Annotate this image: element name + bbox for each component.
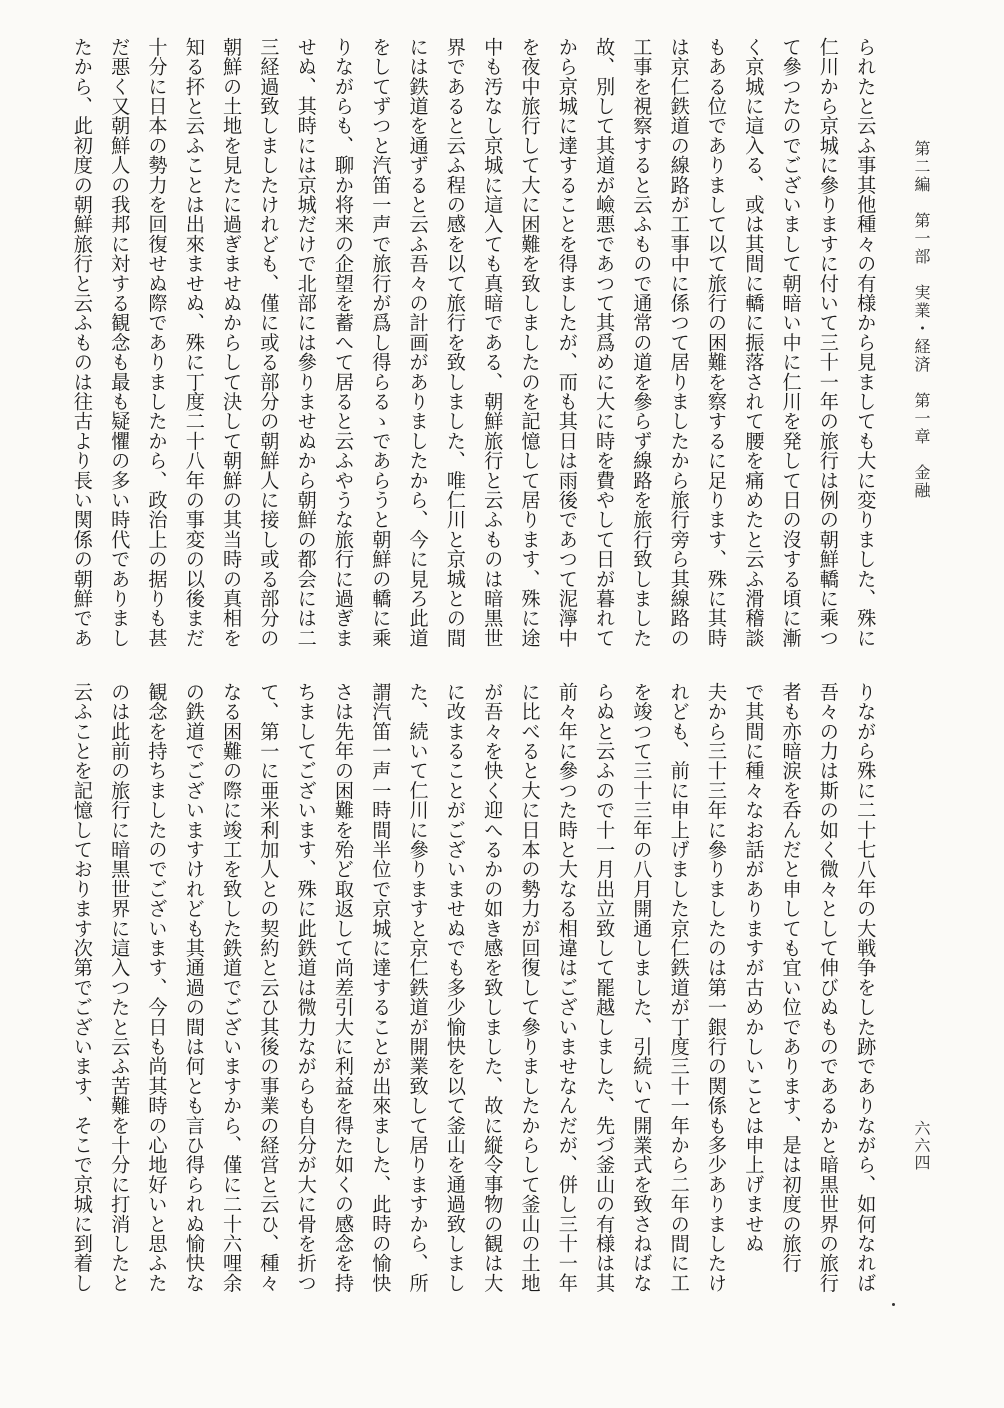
text-column: せぬ、其時には京城だけで北部には參りませぬから朝鮮の都会には二 — [294, 37, 318, 648]
text-column: 観念を持ちましたのでございます、今日も尚其時の心地好いと思ふた — [145, 682, 169, 1293]
page-number: 六六四 — [912, 1120, 931, 1171]
running-header: 第二編 第一部 実業・経済 第一章 金融 — [912, 140, 931, 500]
text-column: 吾々の力は斯の如く微々として伸びぬものであるかと暗黒世界の旅行 — [816, 682, 840, 1293]
print-dot — [892, 1303, 895, 1306]
text-column: た、続いて仁川に參りますと京仁鉄道が開業致して居りますから、所 — [406, 682, 430, 1293]
text-column: 前々年に參つた時と大なる相違はございませなんだが、併し三十一年 — [555, 682, 579, 1293]
text-column: たから、此初度の朝鮮旅行と云ふものは往古より長い関係の朝鮮であ — [70, 37, 94, 648]
text-column: りながらも、聊か将来の企望を蓄へて居ると云ふやうな旅行に過ぎま — [332, 37, 355, 648]
text-column: で其間に種々なお話がありますが古めかしいことは申上げませぬ — [742, 682, 766, 1254]
text-column: 十分に日本の勢力を回復せぬ際でありましたから、政治上の据りも甚 — [145, 37, 169, 648]
text-column: 夫から三十三年に參りましたのは第一銀行の関係も多少ありましたけ — [705, 682, 728, 1293]
text-column: 謂汽笛一声一時間半位で京城に達することが出來ました、此時の愉快 — [369, 682, 393, 1293]
text-column: 者も亦暗涙を呑んだと申しても宜い位であります、是は初度の旅行 — [779, 682, 803, 1273]
text-column: に比べると大に日本の勢力が回復して參りましたからして釜山の土地 — [518, 682, 542, 1293]
text-column: く京城に這入る、或は其間に轎に振落されて腰を痛めたと云ふ滑稽談 — [742, 37, 766, 648]
text-column: のは此前の旅行に暗黒世界に這入つたと云ふ苦難を十分に打消したと — [108, 682, 132, 1293]
text-column: らぬと云ふので十一月出立致して罷越しました、先づ釜山の有様は其 — [593, 682, 617, 1293]
text-column: 三経過致しましたけれども、僅に或る部分の朝鮮人に接し或る部分の — [257, 37, 281, 648]
text-column: 中も汚なし京城に這入ても真暗である、朝鮮旅行と云ふものは暗黒世 — [481, 37, 505, 648]
text-column: ちましてございます、殊に此鉄道は微力ながらも自分が大に骨を折つ — [294, 682, 318, 1293]
text-column: 云ふことを記憶しております次第でございます、そこで京城に到着し — [70, 682, 94, 1293]
text-column: 仁川から京城に參りますに付いて三十一年の旅行は例の朝鮮轎に乘つ — [816, 37, 840, 648]
text-column: には鉄道を通ずると云ふ吾々の計画がありましたから、今に見ろ此道 — [406, 37, 430, 648]
text-column: 界であると云ふ程の感を以て旅行を致しました、唯仁川と京城との間 — [443, 37, 467, 648]
text-column: が吾々を快く迎へるかの如き感を致しました、故に縦令事物の観は大 — [481, 682, 505, 1293]
text-column: 朝鮮の土地を見たに過ぎませぬからして決して朝鮮の其当時の真相を — [220, 37, 244, 648]
text-column: を竣つて三十三年の八月開通しました、引続いて開業式を致さねばな — [630, 682, 654, 1293]
text-column: だ悪く又朝鮮人の我邦に対する観念も最も疑懼の多い時代でありまし — [108, 37, 132, 648]
text-column: をしてずつと汽笛一声で旅行が爲し得らるゝであらうと朝鮮の轎に乘 — [369, 37, 393, 648]
text-column: 故、別して其道が嶮悪であつて其爲めに大に時を費やして日が暮れて — [593, 37, 617, 648]
text-column: 工事を視察すると云ふもので通常の道を參らず線路を旅行致しました — [630, 37, 654, 648]
text-column: 知る抔と云ふことは出來ませぬ、殊に丁度二十八年の事変の以後まだ — [182, 37, 206, 648]
text-column: の鉄道でございますけれども其通過の間は何とも言ひ得られぬ愉快な — [182, 682, 206, 1293]
text-column: を夜中旅行して大に困難を致しましたのを記憶して居ります、殊に途 — [518, 37, 542, 648]
text-column: もある位でありまして以て旅行の困難を察するに足ります、殊に其時 — [705, 37, 728, 648]
text-column: は京仁鉄道の線路が工事中に係つて居りましたから旅行旁ら其線路の — [667, 37, 691, 648]
text-column: られたと云ふ事其他種々の有様から見ましても大に変りました、殊に — [854, 37, 878, 648]
text-column: て、第一に亜米利加人との契約と云ひ其後の事業の経営と云ひ、種々 — [257, 682, 281, 1293]
text-column: れども、前に申上げました京仁鉄道が丁度三十一年から二年の間に工 — [667, 682, 691, 1293]
text-column: て參つたのでございまして朝暗い中に仁川を発して日の沒する頃に漸 — [779, 37, 803, 648]
text-column: から京城に達することを得ましたが、而も其日は雨後であつて泥濘中 — [555, 37, 579, 648]
text-column: に改まることがございませぬでも多少愉快を以て釜山を通過致しまし — [443, 682, 467, 1293]
text-column: りながら殊に二十七八年の大戦争をした跡でありながら、如何なれば — [854, 682, 878, 1293]
text-column: なる困難の際に竣工を致した鉄道でございますから、僅に二十六哩余 — [220, 682, 244, 1293]
text-column: さは先年の困難を殆ど取返して尚差引大に利益を得た如くの感念を持 — [332, 682, 355, 1293]
